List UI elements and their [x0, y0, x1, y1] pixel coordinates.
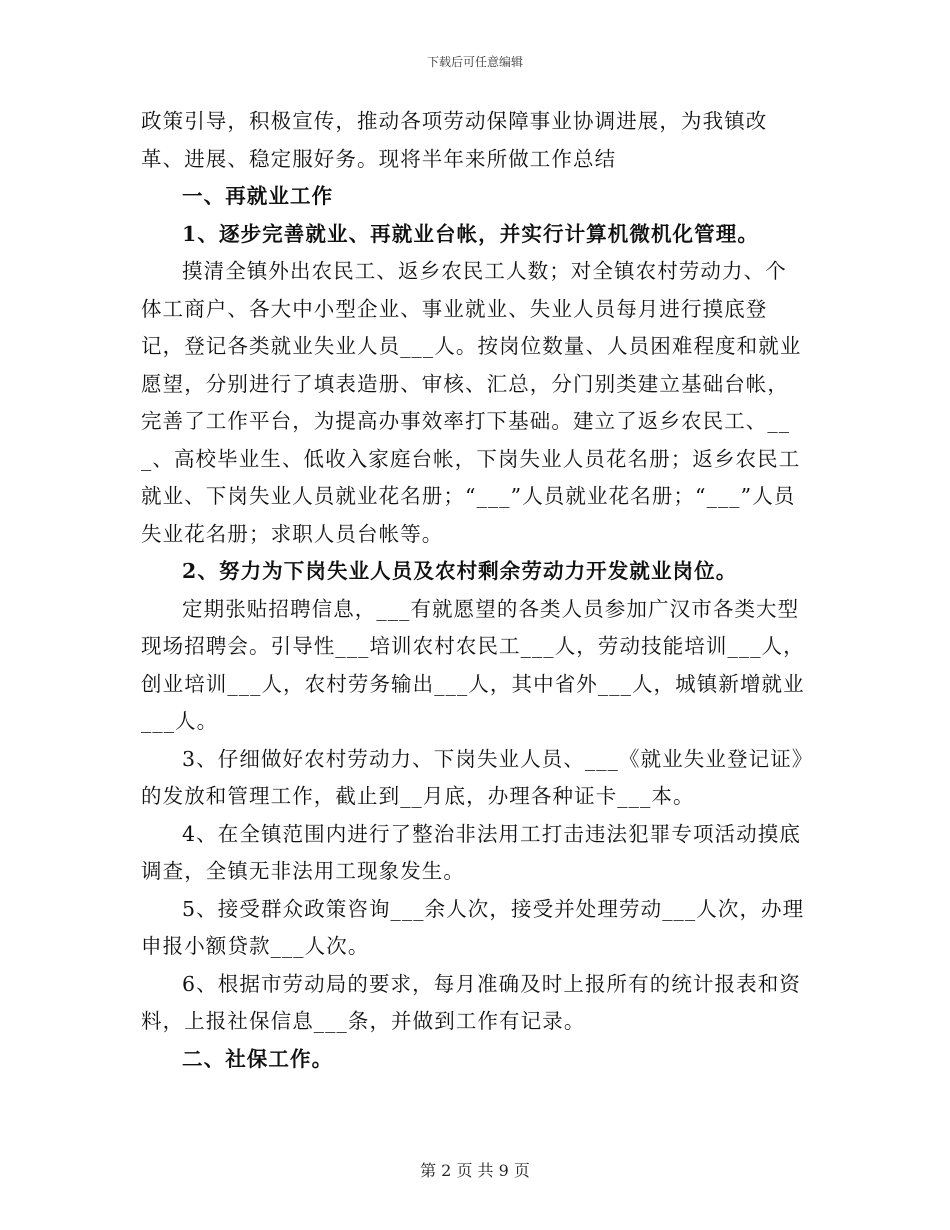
page-number-footer: 第 2 页 共 9 页	[420, 1161, 530, 1180]
subheading-ledger-management: 1、逐步完善就业、再就业台帐，并实行计算机微机化管理。	[182, 221, 759, 246]
paragraph-ledger-details: 摸清全镇外出农民工、返乡农民工人数；对全镇农村劳动力、个体工商户、各大中小型企业、事业就业、失业人员每月进行摸底登记，登记各类就业失业人员___人。按岗位数量、人员困难程度和就业愿望，分别进行了填表造册、审核、汇总，分门别类建立基础台帐，完善了工作平台，为提高办事效率打下基础。建立了返乡农民工、___、高校毕业生、低收入家庭台帐，下岗失业人员花名册；返乡农民工就业、下岗失业人员就业花名册；“___”人员就业花名册；“___”人员失业花名册；求职人员台帐等。	[141, 259, 802, 546]
page-header-note: 下载后可任意编辑	[426, 55, 523, 69]
paragraph-consultation: 5、接受群众政策咨询___余人次，接受并处理劳动___人次，办理申报小额贷款___人次。	[141, 896, 805, 958]
document-body	[141, 103, 806, 1078]
section-heading-reemployment: 一、再就业工作	[182, 184, 334, 208]
paragraph-illegal-employment: 4、在全镇范围内进行了整治非法用工打击违法犯罪专项活动摸底调查，全镇无非法用工现象发生。	[141, 821, 801, 883]
paragraph-recruitment: 定期张贴招聘信息，___有就愿望的各类人员参加广汉市各类大型现场招聘会。引导性___培训农村农民工___人，劳动技能培训___人，创业培训___人，农村劳务输出___人，其中省外___人，城镇新增就业___人。	[141, 596, 805, 733]
section-heading-social-security: 二、社保工作。	[182, 1046, 334, 1071]
paragraph-statistics-reporting: 6、根据市劳动局的要求，每月准确及时上报所有的统计报表和资料，上报社保信息___条，并做到工作有记录。	[141, 971, 801, 1033]
subheading-job-development: 2、努力为下岗失业人员及农村剩余劳动力开发就业岗位。	[182, 559, 738, 583]
paragraph-registration-cards: 3、仔细做好农村劳动力、下岗失业人员、___《就业失业登记证》的发放和管理工作，截止到__月底，办理各种证卡___本。	[141, 746, 804, 808]
paragraph-intro-continuation: 政策引导，积极宣传，推动各项劳动保障事业协调进展，为我镇改革、进展、稳定服好务。现将半年来所做工作总结	[141, 109, 768, 171]
